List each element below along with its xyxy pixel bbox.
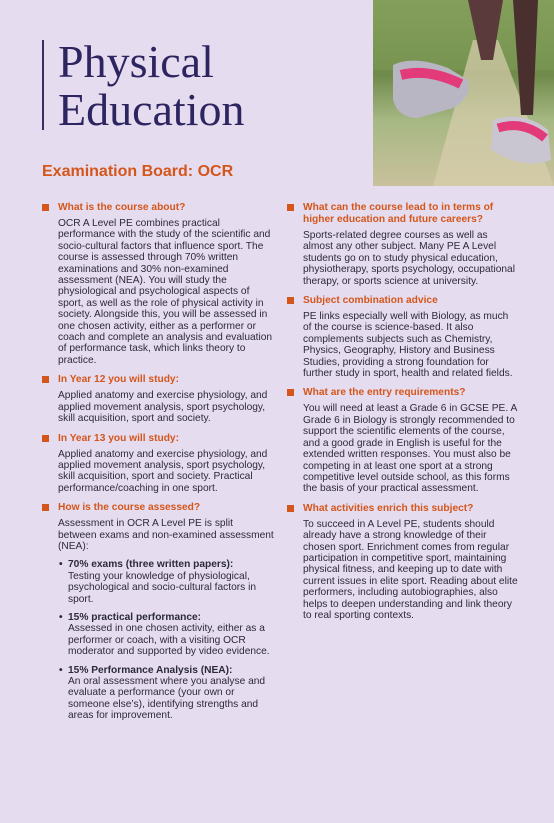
bullet-text: Assessed in one chosen activity, either as a performer or coach, with a visiting OCR moderator and supported by video evidence.	[68, 623, 270, 658]
title-accent-bar	[42, 40, 44, 130]
section-course-about	[42, 202, 274, 366]
section-body: To succeed in A Level PE, students should already have a strong knowledge of their chosen sport. Enrichment comes from regular participation in competitive sport, maintaining physical fitness, and keeping up to date with current issues in elite sport. Reading about elite performers, including autobiographies, also helps to deepen understanding and link theory to real sporting contexts.	[303, 518, 518, 621]
bullet-title: 70% exams (three written papers):	[68, 559, 234, 571]
section-entry-requirements	[287, 387, 519, 494]
section-heading: Subject combination advice	[287, 295, 519, 307]
section-assessment	[42, 502, 274, 722]
section-body: PE links especially well with Biology, as much of the course is science-based. It also complements subjects such as Chemistry, Physics, Geography, History and Business Studies, providing a strong foundation for further study in sport, health and related fields.	[303, 311, 513, 380]
assessment-bullet	[42, 559, 274, 605]
bullet-dot: •	[59, 611, 63, 623]
section-body: OCR A Level PE combines practical performance with the study of the scientific and socio-cultural factors that influence sport. The course is assessed through 70% written examinations and 30% non-examined assessment (NEA). You will study the physiological and psychological aspects of sport, as well as the role of physical activity in society. Alongside this, you will be assessed in one chosen activity, either as a performer or coach and complete an analysis and evaluation of performance task, which links theory to practice.	[58, 218, 273, 366]
section-body: Assessment in OCR A Level PE is split between exams and non-examined assessment (NEA):	[58, 518, 274, 552]
page-title	[58, 38, 245, 134]
bullet-dot: •	[59, 664, 63, 676]
section-year-13	[42, 433, 274, 495]
section-heading: What can the course lead to in terms of higher education and future careers?	[287, 202, 519, 226]
section-body: Applied anatomy and exercise physiology, and applied movement analysis, sport psychology, skill acquisition, sport and society. Practical performance/coaching in one sport.	[58, 448, 268, 494]
runner-photo	[373, 0, 554, 186]
assessment-bullet	[42, 612, 274, 658]
title-line-2: Education	[58, 84, 245, 135]
right-column	[287, 202, 519, 629]
section-heading: In Year 12 you will study:	[42, 374, 274, 386]
section-heading: In Year 13 you will study:	[42, 433, 274, 445]
section-body: Sports-related degree courses as well as almost any other subject. Many PE A Level students go on to study physical education, physiotherapy, sports psychology, occupational therapy, or sports science at university.	[303, 230, 515, 287]
section-careers	[287, 202, 519, 287]
section-year-12	[42, 374, 274, 424]
bullet-title: 15% Performance Analysis (NEA):	[68, 664, 233, 676]
left-column	[42, 202, 274, 730]
bullet-dot: •	[59, 559, 63, 571]
section-heading: How is the course assessed?	[42, 502, 274, 514]
section-enrichment	[287, 503, 519, 622]
bullet-title: 15% practical performance:	[68, 611, 202, 623]
exam-board-heading: Examination Board: OCR	[42, 163, 234, 180]
section-heading: What are the entry requirements?	[287, 387, 519, 399]
bullet-text: Testing your knowledge of physiological, psychological and socio-cultural factors in sport.	[68, 570, 256, 605]
bullet-text: An oral assessment where you analyse and evaluate a performance (your own or someone else’s), identifying strengths and areas for improvement.	[68, 676, 266, 722]
section-body: You will need at least a Grade 6 in GCSE PE. A Grade 6 in Biology is strongly recommended to support the scientific elements of the course, and a good grade in English is useful for the extended written responses. You must also be competing in at least one sport at a strong competitive level outside school, as this forms the basis of your practical assessment.	[303, 403, 517, 495]
section-heading: What activities enrich this subject?	[287, 503, 519, 515]
title-line-1: Physical	[58, 36, 214, 87]
section-combination-advice	[287, 295, 519, 379]
section-body: Applied anatomy and exercise physiology, and applied movement analysis, sport psychology, skill acquisition, sport and society.	[58, 390, 268, 425]
section-heading: What is the course about?	[42, 202, 274, 214]
assessment-bullet	[42, 665, 274, 722]
